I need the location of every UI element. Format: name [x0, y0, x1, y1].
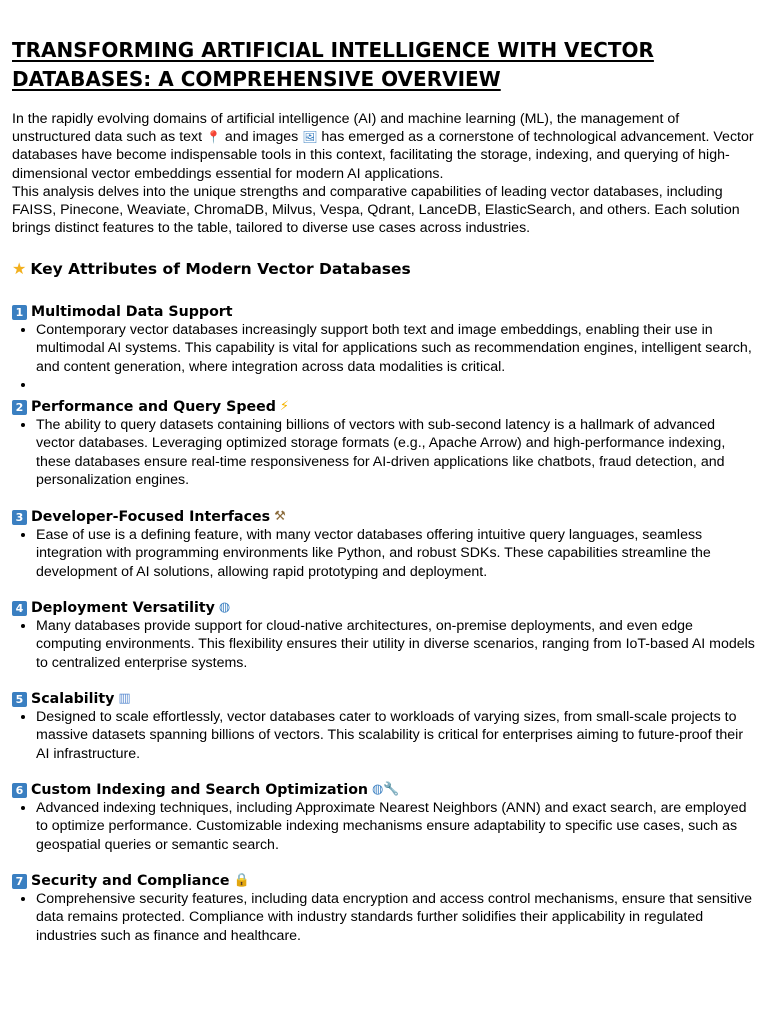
bullet-list: [12, 708, 757, 763]
list-item: • Comprehensive security features, including data encryption and access control mechanisms, ensure that sensitive data remains protected. Compliance with industry standards further solidifies their applicability in regulated industries such as finance and healthcare.: [36, 890, 757, 945]
globe-icon: ◍: [372, 782, 384, 797]
bullet-list: [12, 799, 757, 854]
key-attributes-heading: ★ Key Attributes of Modern Vector Databases: [12, 259, 411, 278]
section-scalability: [12, 690, 757, 763]
list-item: • Many databases provide support for cloud-native architectures, on-premise deployments, and even edge computing environments. This flexibility ensures their utility in diverse scenarios, ranging from IoT-based AI models to centralized enterprise systems.: [36, 617, 757, 672]
bullet-list: [12, 890, 757, 945]
section-performance: [12, 398, 757, 489]
number-badge: 4: [12, 601, 27, 616]
lock-icon: 🔒: [233, 873, 250, 888]
section-heading: 3 Developer-Focused Interfaces ⚒: [12, 508, 757, 526]
wrench-icon: 🔧: [383, 782, 400, 797]
pushpin-icon: 📍: [206, 130, 221, 145]
section-developer: [12, 508, 757, 581]
section-indexing: [12, 781, 757, 854]
bar-chart-icon: ▥: [118, 691, 131, 706]
section-heading: 2 Performance and Query Speed ⚡: [12, 398, 757, 416]
list-item: • Advanced indexing techniques, including Approximate Nearest Neighbors (ANN) and exact search, are employed to optimize performance. Customizable indexing mechanisms ensure adaptability to specific use cases, such as geospatial queries or semantic search.: [36, 799, 757, 854]
intro-paragraph-1: In the rapidly evolving domains of artificial intelligence (AI) and machine learning (ML), the management of unstructured data such as text 📍 and images 🖼 has emerged as a cornerstone of technological advancement. Vector databases have become indispensable tools in this context, facilitating the storage, indexing, and querying of high-dimensional vector embeddings essential for modern AI applications.: [12, 111, 754, 182]
number-badge: 2: [12, 400, 27, 415]
number-badge: 6: [12, 783, 27, 798]
list-item: • Designed to scale effortlessly, vector databases cater to workloads of varying sizes, from small-scale projects to massive datasets spanning billions of vectors. This scalability is critical for enterprises aiming to future-proof their AI infrastructure.: [36, 708, 757, 763]
intro-paragraph-2: This analysis delves into the unique strengths and comparative capabilities of leading vector databases, including FAISS, Pinecone, Weaviate, ChromaDB, Milvus, Vespa, Qdrant, LanceDB, ElasticSearch, and others. Each solution brings distinct features to the table, tailored to diverse use cases across industries.: [12, 183, 740, 237]
globe-icon: ◍: [218, 600, 231, 615]
list-item: • Contemporary vector databases increasingly support both text and image embeddings, enabling their use in multimodal AI systems. This capability is vital for applications such as recommendation engines, intelligent search, and content generation, where integration across data modalities is critical.: [36, 321, 757, 376]
page-title: TRANSFORMING ARTIFICIAL INTELLIGENCE WITH VECTOR DATABASES: A COMPREHENSIVE OVERVIEW: [12, 38, 654, 91]
intro: [12, 110, 757, 237]
list-item-empty: [36, 376, 757, 394]
section-heading: 4 Deployment Versatility ◍: [12, 599, 757, 617]
list-item: • The ability to query datasets containing billions of vectors with sub-second latency is a hallmark of advanced vector databases. Leveraging optimized storage formats (e.g., Apache Arrow) and high-performance indexing, these databases ensure real-time responsiveness for AI-driven applications like chatbots, fraud detection, and personalization engines.: [36, 416, 757, 489]
picture-icon: 🖼: [302, 130, 318, 145]
number-badge: 7: [12, 874, 27, 889]
number-badge: 1: [12, 305, 27, 320]
bullet-list: [12, 321, 757, 394]
section-heading: 1 Multimodal Data Support: [12, 303, 757, 321]
section-heading: 7 Security and Compliance 🔒: [12, 872, 757, 890]
number-badge: 5: [12, 692, 27, 707]
section-security: [12, 872, 757, 945]
bullet-list: [12, 416, 757, 489]
section-heading: 6 Custom Indexing and Search Optimization ◍ 🔧: [12, 781, 757, 799]
bullet-list: [12, 617, 757, 672]
list-item: • Ease of use is a defining feature, with many vector databases offering intuitive query languages, seamless integration with programming environments like Python, and robust SDKs. These capabilities streamline the development of AI solutions, allowing rapid prototyping and deployment.: [36, 526, 757, 581]
bullet-list: [12, 526, 757, 581]
section-multimodal: [12, 303, 757, 394]
section-heading: 5 Scalability ▥: [12, 690, 757, 708]
star-icon: ★: [12, 259, 27, 278]
number-badge: 3: [12, 510, 27, 525]
lightning-icon: ⚡: [279, 399, 290, 414]
section-deployment: [12, 599, 757, 672]
tools-icon: ⚒: [274, 509, 286, 524]
